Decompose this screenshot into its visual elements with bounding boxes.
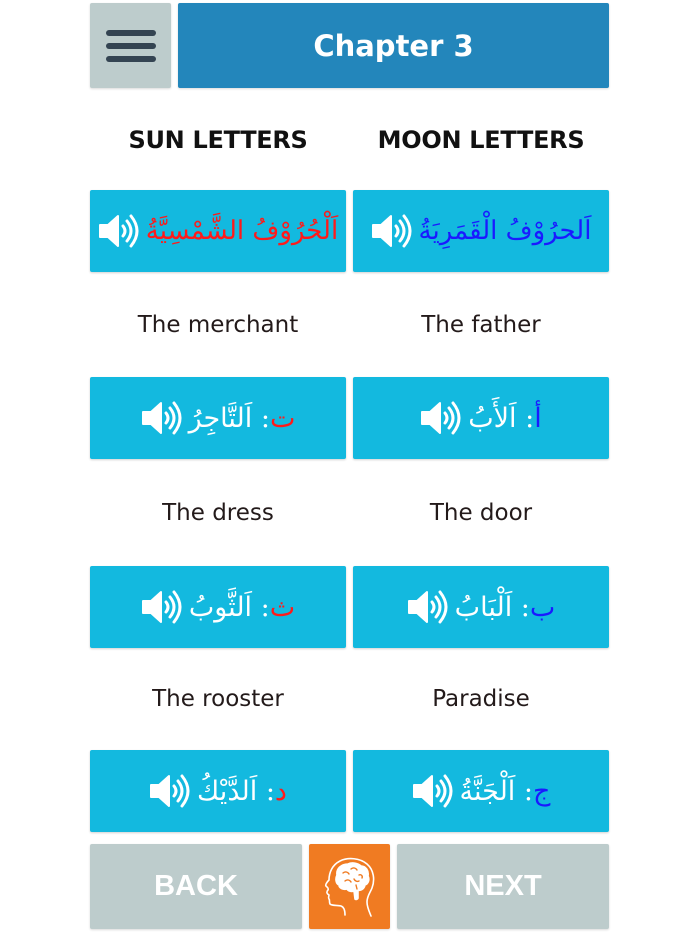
quiz-brain-button[interactable] — [309, 844, 390, 929]
speaker-icon — [149, 771, 195, 811]
sun-word-arabic: د: اَلدَّيْكُ — [197, 775, 287, 807]
page-title: Chapter 3 — [178, 3, 609, 88]
moon-word-arabic: ج: اَلْجَنَّةُ — [459, 775, 551, 807]
hamburger-menu-icon — [104, 26, 158, 66]
sun-letter: ت — [269, 402, 296, 434]
moon-letters-heading: MOON LETTERS — [377, 126, 585, 154]
moon-word-audio-tile[interactable] — [353, 566, 609, 648]
back-button[interactable]: BACK — [90, 844, 302, 929]
moon-letter: أ — [534, 402, 542, 434]
sun-letter: ث — [269, 591, 296, 623]
moon-word-meaning: The father — [421, 312, 541, 338]
speaker-icon — [141, 587, 187, 627]
moon-word-meaning: Paradise — [432, 686, 530, 712]
moon-word-arabic: ب: اَلْبَابُ — [454, 591, 556, 623]
next-button[interactable]: NEXT — [397, 844, 609, 929]
moon-word-meaning: The door — [429, 500, 533, 526]
sun-word-meaning: The rooster — [152, 686, 284, 712]
sun-letters-heading: SUN LETTERS — [128, 126, 308, 154]
speaker-icon — [420, 398, 466, 438]
sun-letters-audio-tile[interactable] — [90, 190, 346, 272]
sun-letter: د — [274, 775, 287, 807]
sun-word-meaning: The merchant — [137, 312, 299, 338]
speaker-icon — [141, 398, 187, 438]
moon-letter: ج — [533, 775, 551, 807]
brain-head-icon — [321, 855, 379, 919]
speaker-icon — [98, 211, 144, 251]
speaker-icon — [407, 587, 453, 627]
moon-word-arabic: أ: اَلأَبُ — [468, 402, 542, 434]
moon-letter: ب — [529, 591, 556, 623]
speaker-icon — [371, 211, 417, 251]
sun-word-arabic: ث: اَلثَّوبُ — [188, 591, 296, 623]
sun-word-audio-tile[interactable] — [90, 377, 346, 459]
sun-word-audio-tile[interactable] — [90, 750, 346, 832]
moon-word-audio-tile[interactable] — [353, 377, 609, 459]
moon-word-audio-tile[interactable] — [353, 750, 609, 832]
speaker-icon — [412, 771, 458, 811]
moon-letters-audio-tile[interactable] — [353, 190, 609, 272]
menu-button[interactable] — [90, 3, 171, 88]
sun-word-audio-tile[interactable] — [90, 566, 346, 648]
sun-letters-arabic: اَلْحُرُوْفُ الشَّمْسِيَّةُ — [145, 216, 339, 246]
sun-word-arabic: ت: اَلتَّاجِرُ — [188, 402, 296, 434]
sun-word-meaning: The dress — [162, 500, 274, 526]
moon-letters-arabic: اَلحرُوْفُ الْقَمَرِيَةُ — [418, 216, 592, 246]
